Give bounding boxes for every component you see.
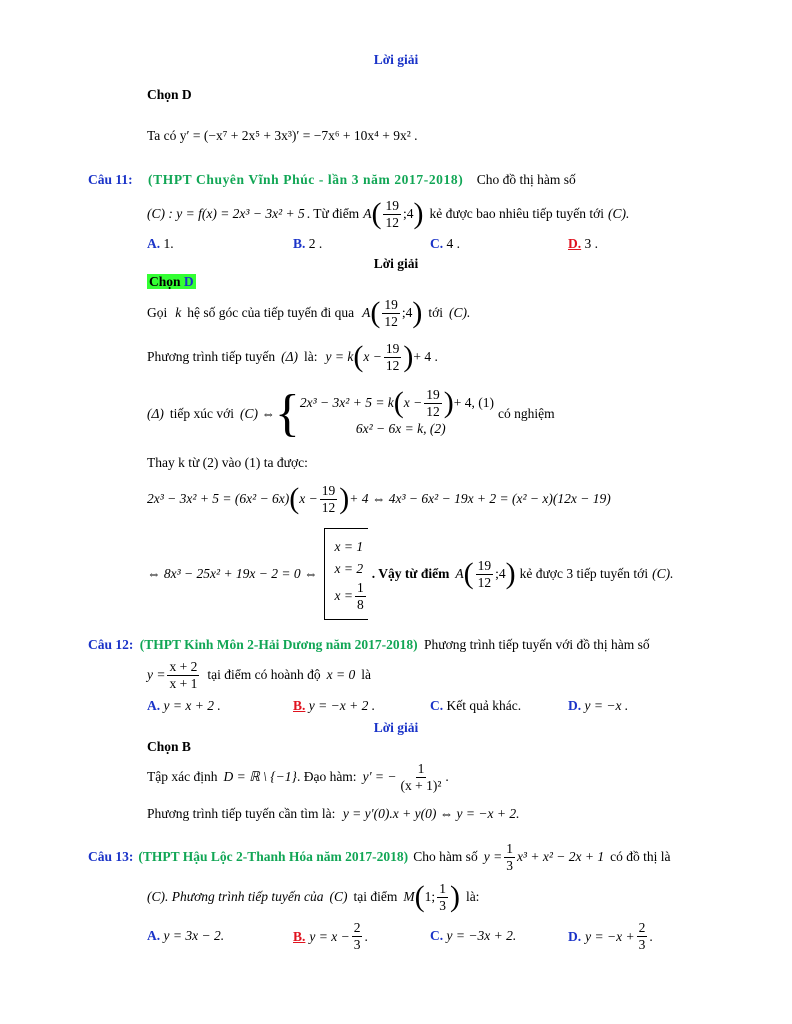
option-value: y = −x + 2 . — [308, 698, 376, 713]
choose-answer — [147, 274, 196, 290]
option-c[interactable] — [430, 698, 521, 714]
frac-num: 19 — [321, 482, 336, 498]
right-paren: ) — [505, 557, 516, 590]
derivative-line: Ta có y′ = (−x⁷ + 2x⁵ + 3x³)′ = −7x⁶ + 10x⁴ + 9x² . — [147, 128, 418, 143]
domain: D = ℝ \ {−1} — [223, 769, 297, 784]
equation-system — [300, 385, 494, 443]
eq-part: 2x³ − 3x² + 5 = k — [299, 395, 394, 410]
option-letter-correct: D. — [568, 236, 582, 251]
fraction — [382, 297, 400, 330]
frac-den: 12 — [426, 403, 440, 419]
text: là: — [465, 889, 480, 904]
option-value: y = 3x − 2. — [163, 928, 225, 943]
choose-word: Chọn — [149, 274, 181, 289]
fraction — [476, 558, 494, 591]
system-eq-2: 6x² − 6x = k, (2) — [355, 421, 446, 436]
sol-line-3 — [147, 383, 555, 445]
text: Gọi — [147, 305, 168, 320]
option-letter: C. — [430, 928, 444, 943]
delta: (Δ) — [281, 349, 298, 364]
sol-line-6 — [147, 526, 673, 622]
eq-part: y = — [483, 849, 503, 864]
text: . — [364, 928, 368, 944]
right-paren: ) — [339, 482, 350, 515]
option-value: y = −3x + 2. — [446, 928, 517, 943]
fraction — [384, 341, 402, 374]
fraction — [424, 387, 442, 420]
choose-answer: Chọn B — [147, 739, 191, 754]
eq-part: ⇔ 8x³ − 25x² + 19x − 2 = 0 ⇔ — [147, 566, 318, 581]
frac-num: 2 — [638, 920, 646, 935]
option-value: 4 . — [446, 236, 460, 251]
option-letter: A. — [147, 928, 161, 943]
curve-name: (C). — [608, 206, 630, 221]
text: tới — [428, 305, 443, 320]
text: Phương trình tiếp tuyến — [147, 349, 276, 364]
root: x = 2 — [334, 560, 364, 576]
question-text: Cho đồ thị hàm số — [476, 172, 576, 187]
text: (C). Phương trình tiếp tuyến của — [147, 889, 324, 904]
point-y: ;4 — [401, 305, 413, 320]
question-label: Câu 13: — [88, 849, 134, 864]
text-from-point: . Từ điểm — [306, 206, 360, 221]
fraction — [383, 198, 401, 231]
option-letter: B. — [293, 236, 306, 251]
fraction — [437, 881, 448, 914]
eq-part: x − — [299, 491, 318, 506]
question-11-header — [88, 172, 708, 188]
right-paren: ) — [449, 880, 460, 913]
fraction — [167, 659, 199, 692]
frac-den: 12 — [385, 214, 399, 230]
text: là: — [304, 349, 318, 364]
root: x = 1 — [334, 538, 364, 554]
option-letter-correct: B. — [293, 698, 306, 713]
point-a: A — [455, 566, 464, 581]
frac-den: 8 — [357, 596, 364, 612]
option-d[interactable] — [568, 236, 598, 252]
sol-line-2 — [147, 336, 438, 378]
sol-line-5 — [147, 478, 611, 520]
question-11-line2 — [147, 193, 629, 235]
system-brace: { — [274, 385, 300, 442]
sol-line-1 — [147, 292, 470, 334]
left-paren: ( — [353, 340, 364, 373]
point-m: M — [403, 889, 415, 904]
right-paren: ) — [413, 197, 424, 230]
option-letter: C. — [430, 698, 444, 713]
curve-name: (C). — [448, 305, 471, 320]
eq-part: x − — [363, 349, 382, 364]
frac-num: 19 — [384, 296, 398, 312]
eq-part: 2x³ − 3x² + 5 = (6x² − 6x) — [147, 491, 290, 506]
left-paren: ( — [370, 296, 381, 329]
fraction — [320, 483, 338, 516]
frac-num: 1 — [417, 760, 425, 776]
frac-den: x + 1 — [169, 675, 198, 691]
left-paren: ( — [463, 557, 474, 590]
option-value: 3 . — [584, 236, 598, 251]
curve-name: (C). — [652, 566, 674, 581]
text: hệ số góc của tiếp tuyến đi qua — [187, 305, 355, 320]
option-value: Kết quả khác. — [446, 698, 522, 713]
frac-num: 19 — [385, 340, 400, 356]
point-x: 1; — [424, 889, 436, 904]
text: . Đạo hàm: — [296, 769, 357, 784]
left-paren: ( — [393, 386, 404, 419]
question-12-header — [88, 637, 650, 653]
var-k: k — [175, 305, 182, 320]
eq-part: + 4 . — [413, 349, 438, 364]
text: kẻ được 3 tiếp tuyến tới — [519, 566, 649, 581]
sol-line-2 — [147, 806, 520, 822]
eq-part: y′ = − — [362, 769, 397, 784]
root — [335, 580, 368, 613]
frac-num: 19 — [426, 386, 440, 402]
frac-num: 1 — [439, 880, 446, 896]
frac-num: 1 — [357, 579, 364, 595]
option-b[interactable] — [293, 698, 375, 714]
option-d[interactable] — [568, 920, 653, 953]
fraction — [355, 580, 366, 613]
choose-letter: D — [183, 274, 194, 289]
fraction — [504, 841, 515, 874]
question-13-line2 — [147, 876, 479, 918]
option-letter: A. — [147, 698, 161, 713]
left-paren: ( — [289, 482, 300, 515]
system-eq-1 — [300, 385, 494, 421]
question-13-header — [88, 838, 670, 876]
right-paren: ) — [403, 340, 414, 373]
point-a: A — [362, 305, 371, 320]
option-letter: C. — [430, 236, 444, 251]
question-label: Câu 12: — [88, 637, 134, 652]
question-source: (THPT Kinh Môn 2-Hải Dương năm 2017-2018) — [139, 637, 418, 652]
option-letter: D. — [568, 698, 582, 713]
question-text: là — [361, 667, 371, 682]
frac-num: 19 — [385, 197, 399, 213]
right-paren: ) — [412, 296, 423, 329]
fraction — [352, 920, 363, 953]
roots-bracket — [324, 528, 368, 620]
eq-part: y = k — [325, 349, 354, 364]
solution-heading: Lời giải — [373, 52, 419, 67]
option-letter: A. — [147, 236, 161, 251]
text: . — [649, 928, 653, 944]
frac-den: 12 — [477, 574, 492, 590]
option-value: y = −x + — [585, 928, 635, 944]
question-source: (THPT Chuyên Vĩnh Phúc - lần 3 năm 2017-2018) — [148, 172, 464, 187]
question-text: kẻ được bao nhiêu tiếp tuyến tới — [429, 206, 605, 221]
option-c[interactable] — [430, 236, 460, 252]
option-value: y = x + 2 . — [163, 698, 221, 713]
delta: (Δ) — [147, 406, 164, 421]
eq-part: x = — [334, 588, 353, 603]
frac-den: 3 — [439, 897, 446, 913]
text: có nghiệm — [498, 406, 555, 421]
frac-num: 2 — [353, 920, 361, 935]
option-value: 2 . — [308, 236, 323, 251]
frac-num: 1 — [506, 840, 513, 856]
frac-den: 3 — [353, 937, 361, 952]
question-text: tại điểm có hoành độ — [207, 667, 321, 682]
fraction — [637, 920, 648, 953]
frac-den: 3 — [506, 857, 513, 873]
text: tại điểm — [353, 889, 398, 904]
frac-num: 19 — [477, 557, 492, 573]
option-letter: D. — [568, 928, 582, 944]
option-d[interactable] — [568, 698, 628, 714]
option-value: y = x − — [309, 928, 350, 944]
option-b[interactable] — [293, 236, 322, 252]
left-paren: ( — [371, 197, 382, 230]
point-y: ;4 — [495, 566, 506, 581]
choose-highlight — [147, 274, 196, 289]
question-label: Câu 11: — [88, 172, 133, 187]
curve-name: (C) — [329, 889, 348, 904]
eq-part: y = — [147, 667, 166, 682]
point-y: ;4 — [402, 206, 414, 221]
point-a: A — [363, 206, 372, 221]
option-a[interactable] — [147, 236, 174, 252]
text: tiếp xúc với — [169, 406, 235, 421]
question-text: có đồ thị là — [610, 849, 671, 864]
eq-part: + 4, (1) — [453, 395, 495, 410]
text: . — [445, 769, 449, 784]
text: . Vậy từ điểm — [371, 566, 450, 581]
option-value: 1. — [163, 236, 174, 251]
frac-den: (x + 1)² — [400, 777, 442, 793]
text: Phương trình tiếp tuyến cần tìm là: — [147, 806, 336, 821]
sol-line-1 — [147, 756, 449, 798]
frac-den: 12 — [384, 313, 398, 329]
curve-equiv: (C) ⇔ — [240, 406, 275, 421]
question-text: Cho hàm số — [413, 849, 478, 864]
eq-part: y = y′(0).x + y(0) ⇔ y = −x + 2. — [342, 806, 520, 821]
curve-formula: (C) : y = f(x) = 2x³ − 3x² + 5 — [147, 206, 305, 221]
text: Tập xác định — [147, 769, 218, 784]
sol-line-4: Thay k từ (2) vào (1) ta được: — [147, 455, 308, 470]
option-letter-correct: B. — [293, 928, 306, 944]
frac-den: 12 — [321, 499, 336, 515]
left-paren: ( — [414, 880, 425, 913]
right-paren: ) — [443, 386, 454, 419]
choose-answer: Chọn D — [147, 87, 192, 102]
eq-part: x − — [403, 395, 423, 410]
option-c[interactable] — [430, 928, 516, 944]
question-source: (THPT Hậu Lộc 2-Thanh Hóa năm 2017-2018) — [138, 849, 409, 864]
question-12-line2 — [147, 655, 371, 695]
option-a[interactable] — [147, 698, 221, 714]
option-b[interactable] — [293, 920, 368, 953]
frac-den: 3 — [638, 937, 646, 952]
question-text: Phương trình tiếp tuyến với đồ thị hàm số — [424, 637, 650, 652]
option-a[interactable] — [147, 928, 224, 944]
frac-num: x + 2 — [169, 658, 198, 674]
solution-heading: Lời giải — [373, 256, 419, 271]
option-value: y = −x . — [584, 698, 629, 713]
eq-part: + 4 ⇔ 4x³ − 6x² − 19x + 2 = (x² − x)(12x − 19) — [349, 491, 611, 506]
x-value: x = 0 — [326, 667, 356, 682]
fraction — [399, 761, 444, 794]
eq-part: x³ + x² − 2x + 1 — [516, 849, 605, 864]
solution-heading: Lời giải — [373, 720, 419, 735]
frac-den: 12 — [385, 357, 400, 373]
